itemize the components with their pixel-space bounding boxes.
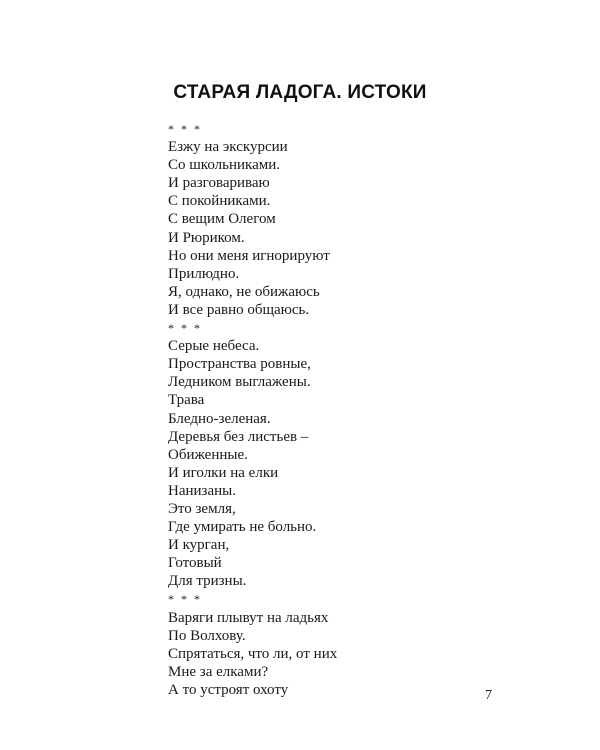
poem-line: Мне за елками?	[168, 663, 269, 680]
poem-line: С вещим Олегом	[168, 211, 276, 228]
poem-line: Деревья без листьев –	[168, 428, 309, 445]
poem-line: Прилюдно.	[168, 265, 240, 282]
poem-line: И курган,	[168, 537, 230, 554]
poem-line: И иголки на елки	[168, 464, 279, 481]
stanza-separator: * * *	[168, 592, 202, 607]
poem-line: Я, однако, не обижаюсь	[168, 283, 320, 300]
poem-line: Для тризны.	[168, 573, 247, 590]
poem-line: Готовый	[168, 555, 222, 572]
poem-line: Езжу на экскурсии	[168, 139, 288, 156]
poem-line: Нанизаны.	[168, 482, 236, 499]
poem-line: Со школьниками.	[168, 157, 281, 174]
poem-line: Пространства ровные,	[168, 356, 311, 373]
poem-line: Это земля,	[168, 500, 236, 517]
poem-line: И разговариваю	[168, 175, 270, 192]
poem-line: Обиженные.	[168, 446, 248, 463]
poem-line: И Рюриком.	[168, 229, 245, 246]
poem-line: Ледником выглажены.	[168, 374, 311, 391]
poem-line: Серые небеса.	[168, 338, 260, 355]
poem-line: И все равно общаюсь.	[168, 301, 310, 318]
poem-line: По Волхову.	[168, 627, 246, 644]
stanza-separator: * * *	[168, 122, 202, 136]
poem-line: Спрятаться, что ли, от них	[168, 645, 338, 662]
poem-line: Трава	[168, 392, 205, 409]
page-title: СТАРАЯ ЛАДОГА. ИСТОКИ	[173, 82, 427, 103]
poem-line: А то устроят охоту	[168, 681, 289, 698]
poem-line: Варяги плывут на ладьях	[168, 609, 329, 626]
poem-line: Но они меня игнорируют	[168, 247, 330, 264]
poem-line: Бледно-зеленая.	[168, 410, 271, 427]
stanza-separator: * * *	[168, 321, 202, 336]
poem-line: С покойниками.	[168, 193, 271, 210]
poem-line: Где умирать не больно.	[168, 519, 317, 536]
page-number: 7	[485, 688, 492, 703]
poem-text	[168, 120, 548, 699]
